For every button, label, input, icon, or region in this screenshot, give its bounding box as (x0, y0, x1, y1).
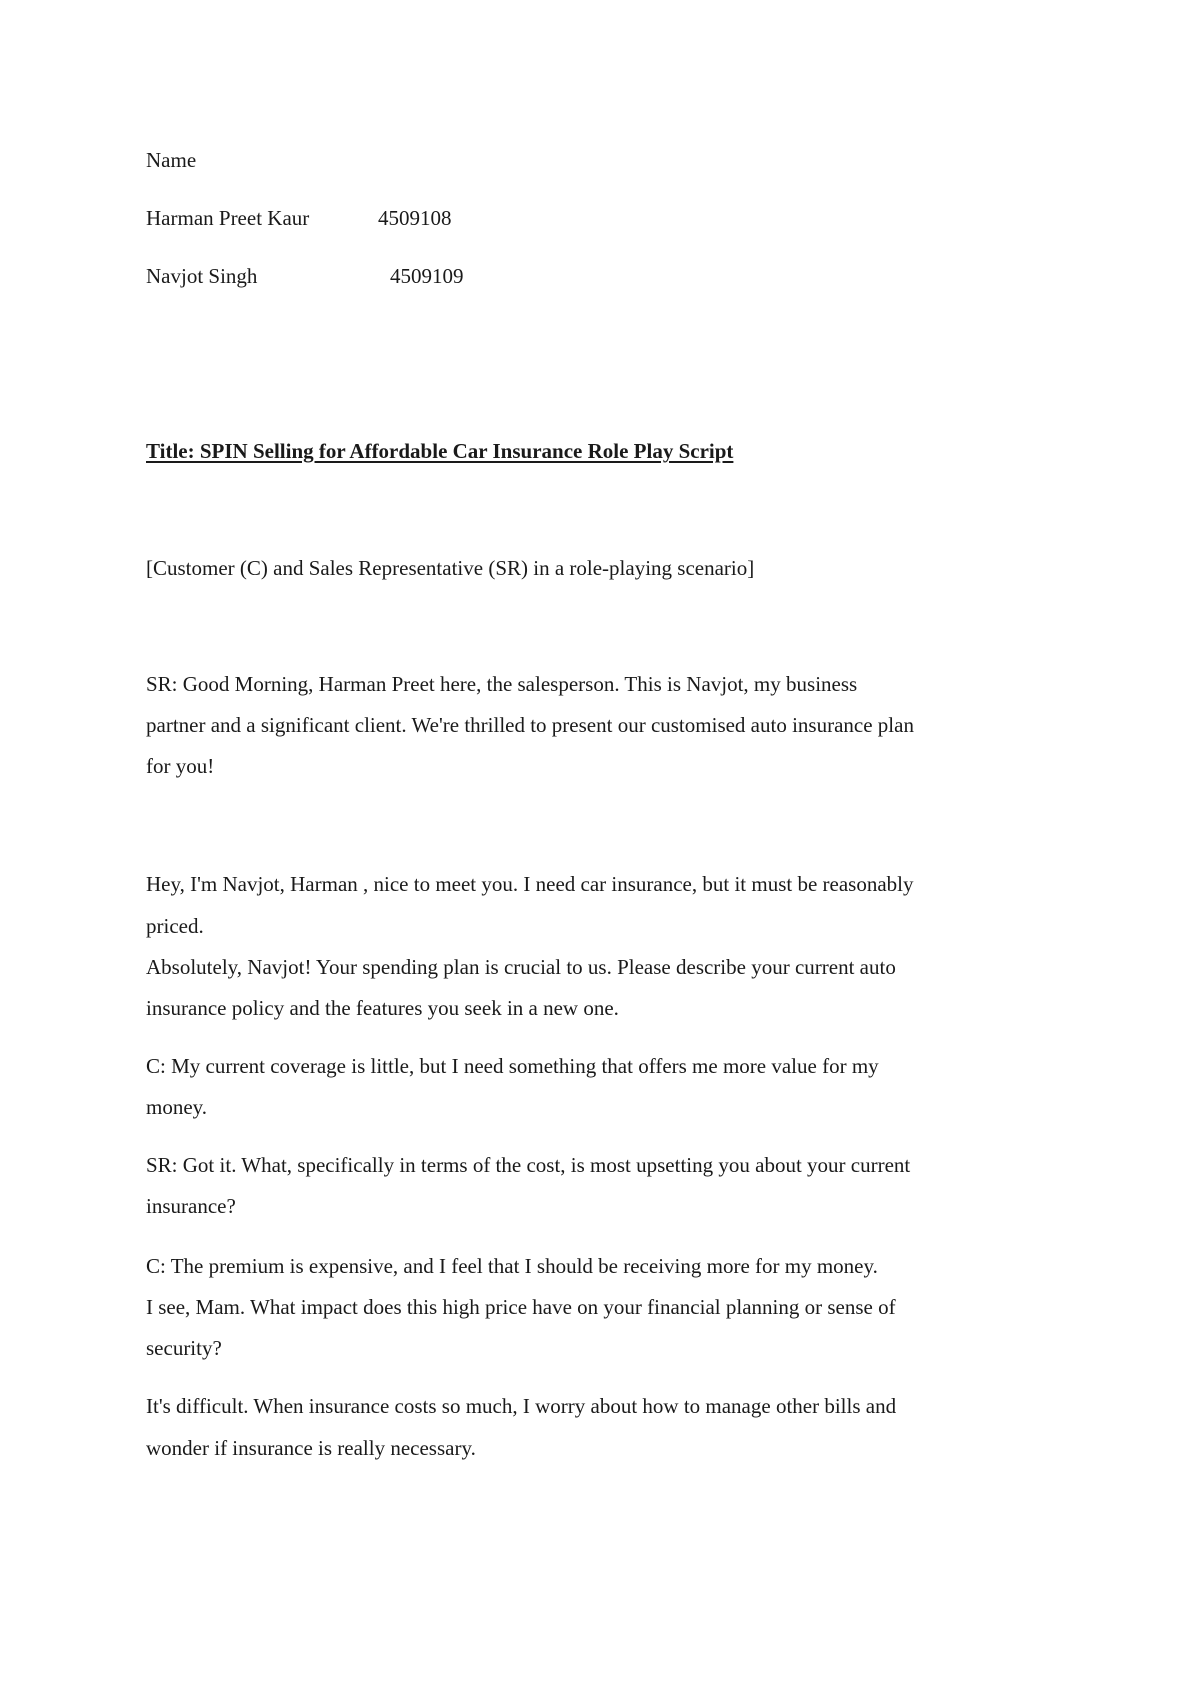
script-line: priced. (146, 914, 204, 938)
script-line: security? (146, 1336, 222, 1360)
scenario-note: [Customer (C) and Sales Representative (SR) in a role-playing scenario] (146, 556, 755, 580)
script-line: It's difficult. When insurance costs so much, I worry about how to manage other bills and (146, 1394, 897, 1418)
student-id-2: 4509109 (390, 264, 464, 288)
script-line: money. (146, 1095, 208, 1119)
student-name-2: Navjot Singh (146, 264, 258, 288)
script-line: wonder if insurance is really necessary. (146, 1436, 476, 1460)
document-title: Title: SPIN Selling for Affordable Car Insurance Role Play Script (146, 439, 734, 463)
script-line: SR: Got it. What, specifically in terms of the cost, is most upsetting you about your current (146, 1153, 911, 1177)
script-line: Hey, I'm Navjot, Harman , nice to meet you. I need car insurance, but it must be reasonably (146, 872, 914, 896)
script-line: insurance? (146, 1194, 236, 1218)
script-line: C: The premium is expensive, and I feel that I should be receiving more for my money. (146, 1254, 878, 1278)
script-line: C: My current coverage is little, but I need something that offers me more value for my (146, 1054, 879, 1078)
name-label: Name (146, 148, 197, 172)
script-line: partner and a significant client. We're thrilled to present our customised auto insurance plan (146, 713, 914, 737)
script-line: SR: Good Morning, Harman Preet here, the salesperson. This is Navjot, my business (146, 672, 858, 696)
script-line: for you! (146, 754, 215, 778)
script-line: insurance policy and the features you seek in a new one. (146, 996, 619, 1020)
student-name-1: Harman Preet Kaur (146, 206, 310, 230)
script-line: I see, Mam. What impact does this high price have on your financial planning or sense of (146, 1295, 896, 1319)
student-id-1: 4509108 (378, 206, 452, 230)
script-line: Absolutely, Navjot! Your spending plan is crucial to us. Please describe your current auto (146, 955, 896, 979)
